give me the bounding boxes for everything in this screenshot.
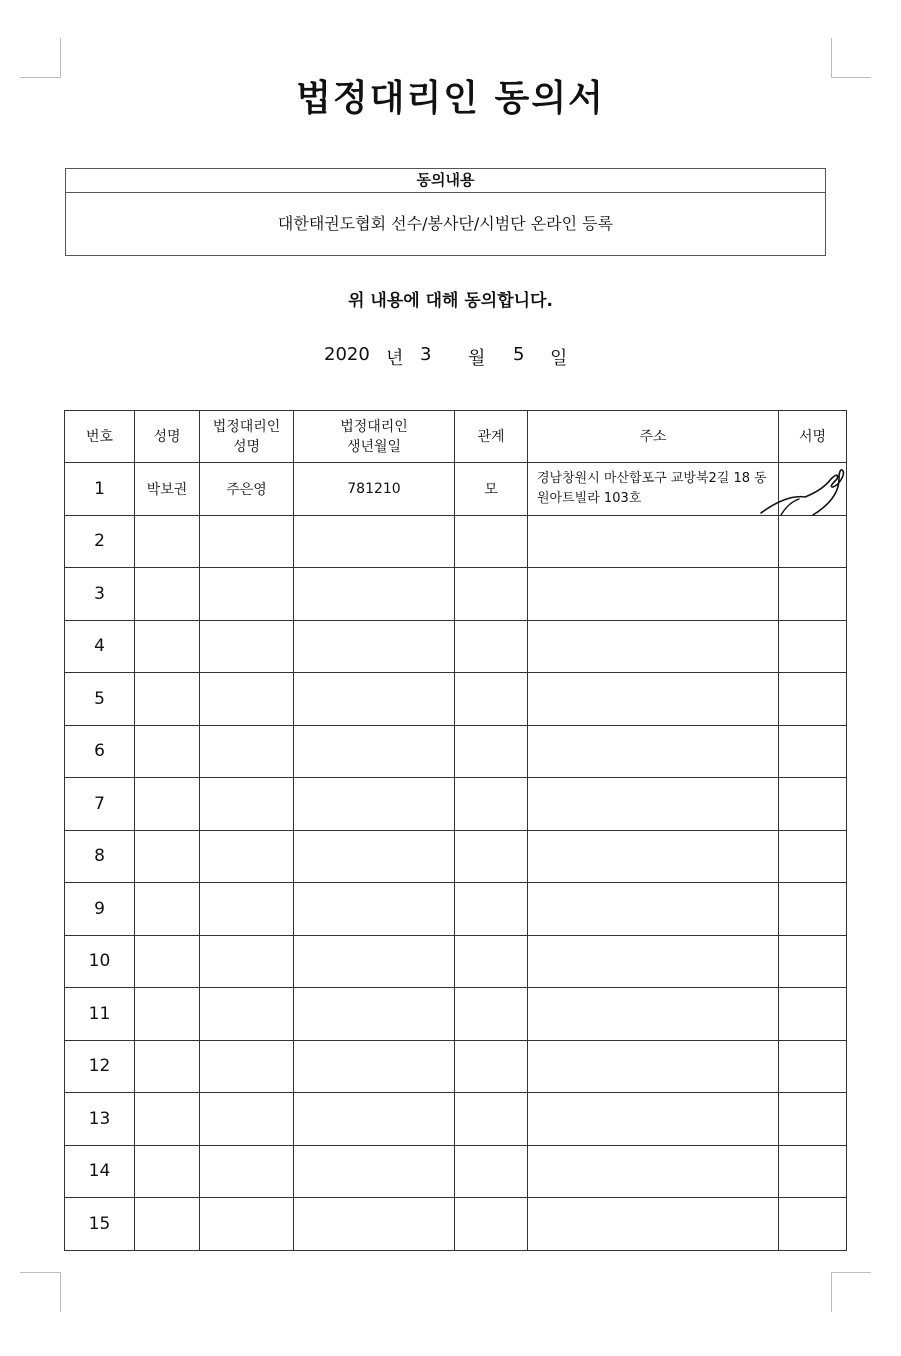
table-row	[65, 568, 847, 621]
row-number: 4	[65, 620, 135, 673]
table-header-row	[65, 411, 847, 463]
row-name-empty	[135, 883, 200, 936]
row-guardian-empty	[200, 1145, 294, 1198]
row-name-empty	[135, 620, 200, 673]
agreement-statement: 위 내용에 대해 동의합니다.	[348, 291, 553, 311]
row-name-empty	[135, 1145, 200, 1198]
header-name: 성명	[135, 411, 200, 463]
row-relation: 모	[455, 463, 528, 516]
row-guardian-empty	[200, 935, 294, 988]
table-row	[65, 463, 847, 516]
row-signature-empty	[779, 515, 847, 568]
row-signature-empty	[779, 883, 847, 936]
row-guardian-empty	[200, 673, 294, 726]
row-relation-empty	[455, 778, 528, 831]
row-address-empty	[528, 935, 779, 988]
row-signature-empty	[779, 1040, 847, 1093]
handwritten-signature	[759, 465, 851, 517]
row-name-empty	[135, 935, 200, 988]
row-name-empty	[135, 1093, 200, 1146]
table-row	[65, 725, 847, 778]
row-address-empty	[528, 830, 779, 883]
row-address-empty	[528, 515, 779, 568]
row-signature-empty	[779, 988, 847, 1041]
row-relation-empty	[455, 1040, 528, 1093]
row-guardian-name: 주은영	[200, 463, 294, 516]
row-address-empty	[528, 988, 779, 1041]
document-title: 법정대리인 동의서	[296, 78, 605, 119]
row-guardian-empty	[200, 568, 294, 621]
row-guardian-empty	[200, 1093, 294, 1146]
crop-mark	[20, 1272, 60, 1273]
header-number: 번호	[65, 411, 135, 463]
row-address-empty	[528, 725, 779, 778]
table-row	[65, 988, 847, 1041]
row-relation-empty	[455, 725, 528, 778]
row-name: 박보권	[135, 463, 200, 516]
row-address-empty	[528, 1145, 779, 1198]
date-year: 2020	[324, 344, 370, 365]
row-relation-empty	[455, 988, 528, 1041]
row-relation-empty	[455, 620, 528, 673]
row-birth-empty	[294, 515, 455, 568]
row-signature-empty	[779, 620, 847, 673]
table-row	[65, 830, 847, 883]
row-birth-empty	[294, 620, 455, 673]
header-signature: 서명	[779, 411, 847, 463]
row-number: 12	[65, 1040, 135, 1093]
row-relation-empty	[455, 1093, 528, 1146]
row-signature	[779, 463, 847, 516]
row-relation-empty	[455, 935, 528, 988]
table-row	[65, 1040, 847, 1093]
row-number: 13	[65, 1093, 135, 1146]
row-birth-empty	[294, 1040, 455, 1093]
table-row	[65, 1198, 847, 1251]
row-relation-empty	[455, 1145, 528, 1198]
header-guardian-birth: 법정대리인 생년월일	[294, 411, 455, 463]
row-number: 14	[65, 1145, 135, 1198]
row-guardian-empty	[200, 725, 294, 778]
row-signature-empty	[779, 673, 847, 726]
row-signature-empty	[779, 1145, 847, 1198]
row-birth-empty	[294, 883, 455, 936]
row-number: 7	[65, 778, 135, 831]
table-row	[65, 1093, 847, 1146]
row-name-empty	[135, 778, 200, 831]
header-relation: 관계	[455, 411, 528, 463]
header-address: 주소	[528, 411, 779, 463]
table-row	[65, 935, 847, 988]
row-number: 5	[65, 673, 135, 726]
row-relation-empty	[455, 1198, 528, 1251]
row-relation-empty	[455, 515, 528, 568]
row-relation-empty	[455, 673, 528, 726]
row-guardian-empty	[200, 620, 294, 673]
row-signature-empty	[779, 1093, 847, 1146]
table-row	[65, 620, 847, 673]
row-name-empty	[135, 673, 200, 726]
row-birth-empty	[294, 1093, 455, 1146]
row-name-empty	[135, 568, 200, 621]
row-relation-empty	[455, 883, 528, 936]
table-row	[65, 778, 847, 831]
date-year-unit: 년	[386, 348, 404, 369]
row-name-empty	[135, 1198, 200, 1251]
row-guardian-empty	[200, 1198, 294, 1251]
row-address: 경남창원시 마산합포구 교방북2길 18 동원아트빌라 103호	[528, 463, 779, 516]
row-address-empty	[528, 673, 779, 726]
row-number: 9	[65, 883, 135, 936]
row-relation-empty	[455, 830, 528, 883]
row-birth-empty	[294, 1198, 455, 1251]
consent-table	[64, 410, 847, 1251]
row-birth-empty	[294, 830, 455, 883]
table-row	[65, 1145, 847, 1198]
row-number: 11	[65, 988, 135, 1041]
consent-body: 대한태권도협회 선수/봉사단/시범단 온라인 등록	[277, 214, 614, 233]
row-number: 3	[65, 568, 135, 621]
row-guardian-empty	[200, 1040, 294, 1093]
row-number: 8	[65, 830, 135, 883]
consent-header: 동의내용	[66, 169, 825, 193]
date-month: 3	[420, 344, 432, 365]
row-signature-empty	[779, 725, 847, 778]
date-month-unit: 월	[468, 348, 486, 369]
row-signature-empty	[779, 568, 847, 621]
row-guardian-empty	[200, 883, 294, 936]
consent-box	[65, 168, 826, 256]
row-birth-empty	[294, 673, 455, 726]
row-guardian-birth: 781210	[294, 463, 455, 516]
row-name-empty	[135, 725, 200, 778]
row-name-empty	[135, 1040, 200, 1093]
row-number: 2	[65, 515, 135, 568]
row-birth-empty	[294, 988, 455, 1041]
row-guardian-empty	[200, 988, 294, 1041]
row-address-empty	[528, 568, 779, 621]
header-guardian-name: 법정대리인 성명	[200, 411, 294, 463]
table-row	[65, 883, 847, 936]
row-name-empty	[135, 988, 200, 1041]
row-address-empty	[528, 620, 779, 673]
row-number: 6	[65, 725, 135, 778]
row-address-empty	[528, 1198, 779, 1251]
row-number: 1	[65, 463, 135, 516]
date-day: 5	[513, 344, 525, 365]
table-row	[65, 673, 847, 726]
row-address-empty	[528, 1093, 779, 1146]
row-birth-empty	[294, 778, 455, 831]
table-row	[65, 515, 847, 568]
row-number: 15	[65, 1198, 135, 1251]
row-name-empty	[135, 515, 200, 568]
row-guardian-empty	[200, 778, 294, 831]
row-birth-empty	[294, 935, 455, 988]
row-signature-empty	[779, 1198, 847, 1251]
row-signature-empty	[779, 778, 847, 831]
row-number: 10	[65, 935, 135, 988]
row-signature-empty	[779, 830, 847, 883]
row-address-empty	[528, 778, 779, 831]
row-address-empty	[528, 1040, 779, 1093]
row-relation-empty	[455, 568, 528, 621]
crop-mark	[831, 1272, 871, 1273]
row-guardian-empty	[200, 515, 294, 568]
row-guardian-empty	[200, 830, 294, 883]
row-birth-empty	[294, 1145, 455, 1198]
row-birth-empty	[294, 568, 455, 621]
row-signature-empty	[779, 935, 847, 988]
date-day-unit: 일	[550, 348, 568, 369]
row-address-empty	[528, 883, 779, 936]
row-birth-empty	[294, 725, 455, 778]
crop-mark	[60, 1272, 61, 1312]
row-name-empty	[135, 830, 200, 883]
crop-mark	[831, 1272, 832, 1312]
